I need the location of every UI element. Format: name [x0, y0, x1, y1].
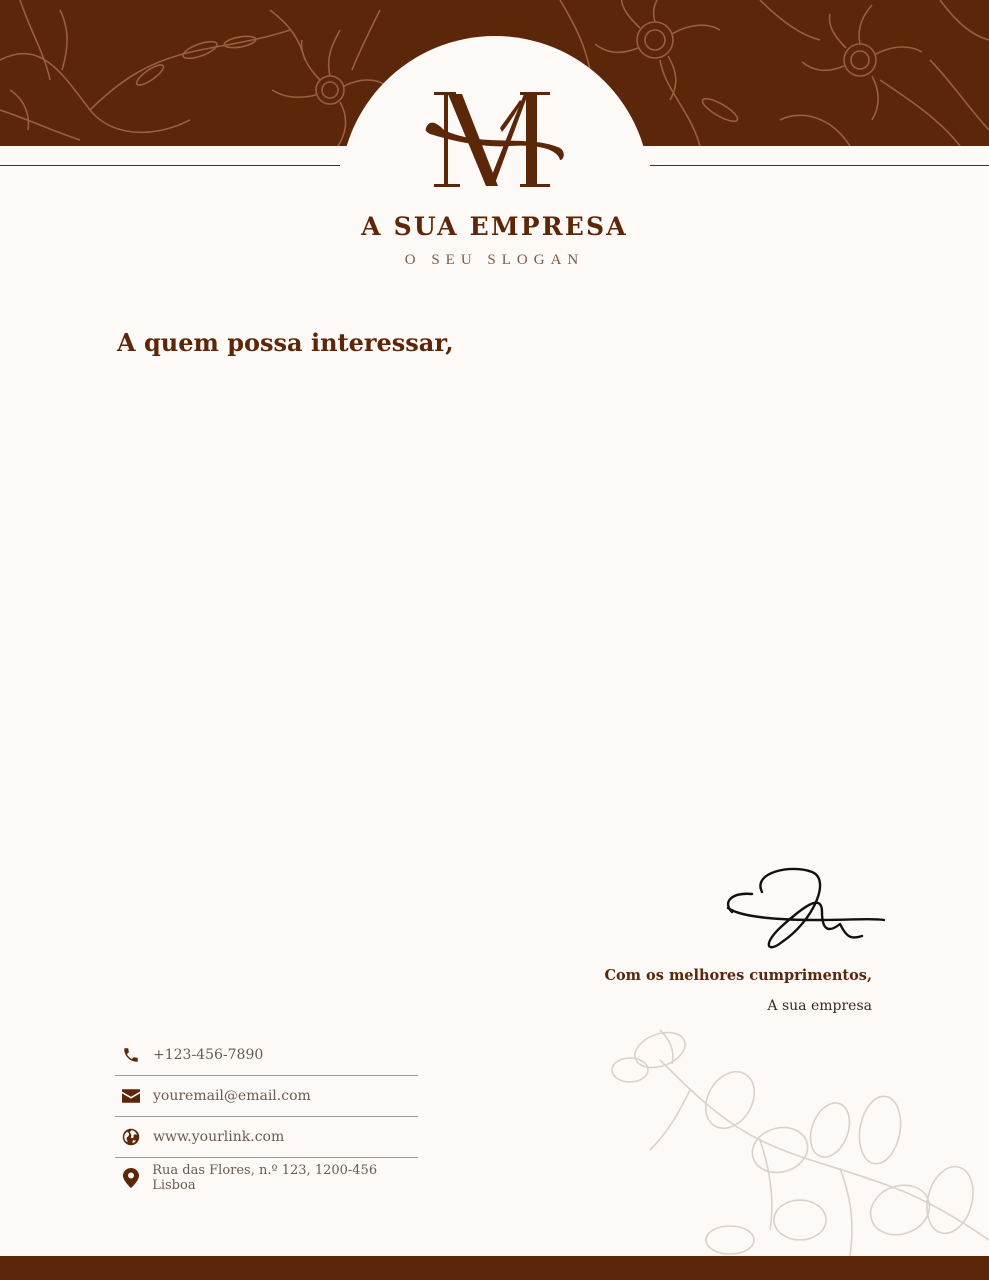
- globe-icon: [115, 1128, 147, 1146]
- contact-list: [115, 1035, 418, 1198]
- company-slogan: O SEU SLOGAN: [404, 252, 585, 268]
- letter-greeting: A quem possa interessar,: [117, 328, 454, 357]
- contact-website[interactable]: www.yourlink.com: [153, 1129, 285, 1145]
- floral-illustration-bottom: [600, 1020, 989, 1256]
- handwritten-signature: [722, 862, 892, 962]
- closing-company-name: A sua empresa: [767, 998, 872, 1014]
- footer-band: [0, 1256, 989, 1280]
- header-rule-left: [0, 165, 340, 166]
- letter-closing: Com os melhores cumprimentos,: [604, 967, 872, 984]
- company-name: A SUA EMPRESA: [361, 212, 628, 241]
- contact-email[interactable]: youremail@email.com: [153, 1088, 311, 1104]
- contact-row-website: [115, 1117, 418, 1158]
- location-pin-icon: [115, 1168, 146, 1188]
- header-rule-right: [650, 165, 989, 166]
- contact-row-address: [115, 1158, 418, 1198]
- monogram-logo: [420, 88, 570, 192]
- contact-phone[interactable]: +123-456-7890: [153, 1047, 264, 1063]
- contact-row-phone: [115, 1035, 418, 1076]
- contact-row-email: [115, 1076, 418, 1117]
- envelope-icon: [115, 1089, 147, 1103]
- phone-icon: [115, 1046, 147, 1064]
- contact-address: Rua das Flores, n.º 123, 1200-456 Lisboa: [152, 1163, 378, 1193]
